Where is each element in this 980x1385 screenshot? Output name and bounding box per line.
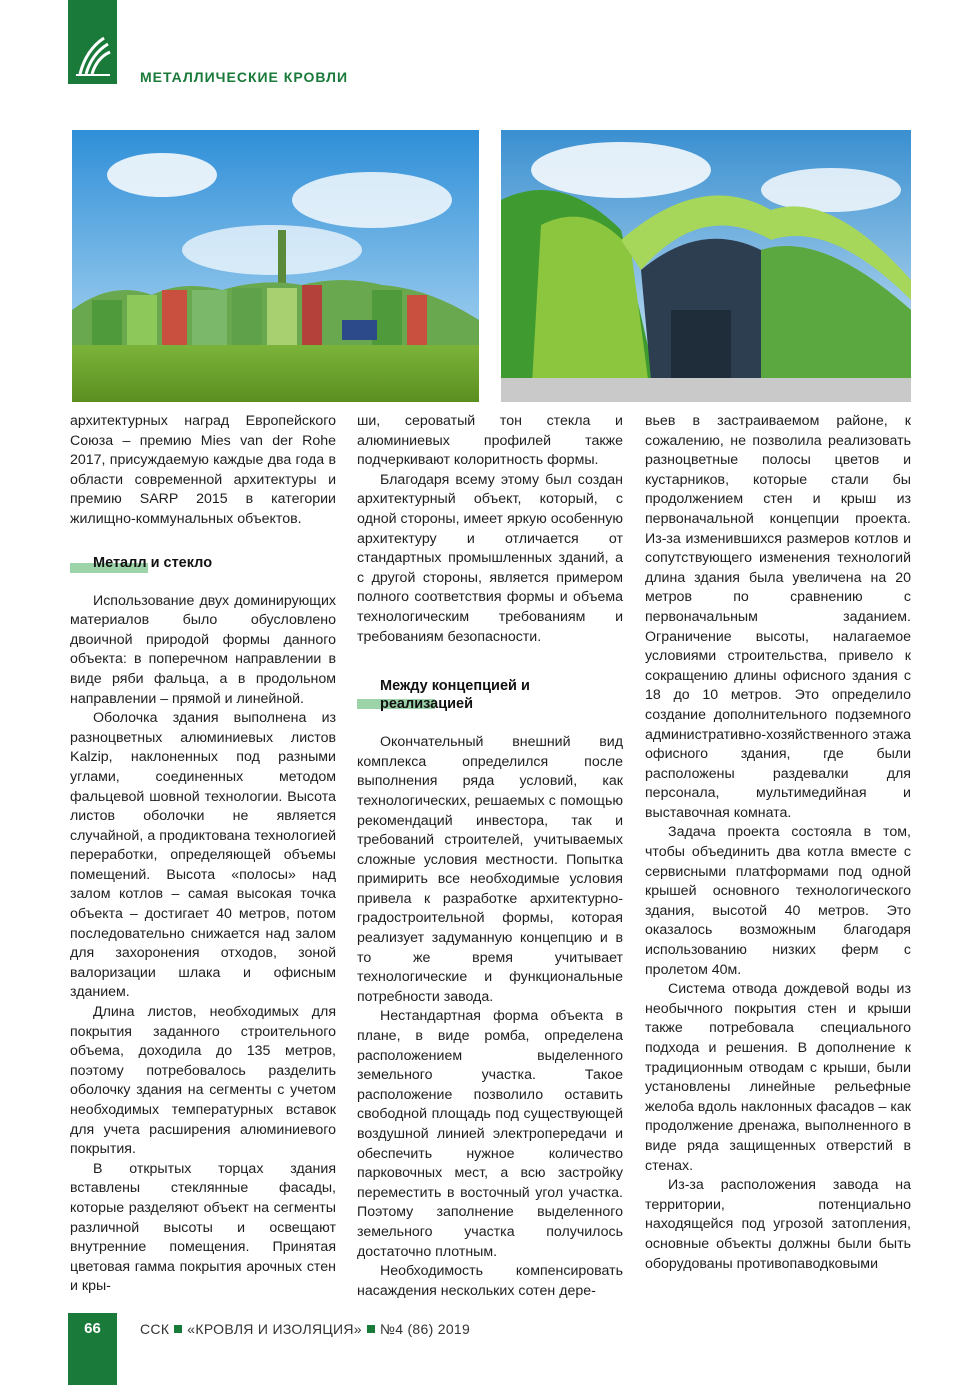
paragraph: Оболочка здания выполнена из разноцветных алюминиевых листов Kalzip, наклоненных под разными углами, соединенных методом фальцевой шовной технологии. Высота листов оболочки не является случайной, а продиктована технологией переработки, определяющей объемы помещений. Высота «полосы» над залом котлов – самая высокая точка объекта – достигает 40 метров, потом последовательно снижается над залом для захоронения отходов, зоной валоризации шлака и офисным зданием. — [70, 710, 336, 1001]
square-separator-icon — [174, 1325, 182, 1333]
subheading-concept-and-realization — [357, 677, 623, 713]
subheading-text: Металл и стекло — [93, 554, 213, 571]
page-number: 66 — [84, 1320, 101, 1337]
subheading-metal-and-glass — [70, 554, 336, 572]
footer-issue: №4 (86) 2019 — [379, 1321, 471, 1337]
leaf-logo-icon — [74, 34, 112, 78]
square-separator-icon — [367, 1325, 375, 1333]
text-column-2 — [357, 412, 623, 1301]
paragraph: вьев в застраиваемом районе, к сожалению, не позволила реализовать разноцветные полосы цветов и кустарников, которые стали бы продолжением стен и крыш из первоначальной концепции проекта. Из-за изменившихся размеров котлов и сопутствующего изменения технологий длина здания была увеличена на 20 метров по сравнению с первоначальным заданием. Ограничение высоты, налагаемое условиями строительства, привело к сокращению длины офисного здания с 18 до 10 метров. Это определило создание дополнительного подземного административно-хозяйственного этажа офисного здания, где были расположены раздевалки для персонала, мультимедийная и выставочная комната. — [645, 413, 911, 821]
paragraph: Система отвода дождевой воды из необычного покрытия стен и крыши также потребовала специального подхода и решения. В дополнение к традиционным отводам с крыши, были установлены линейные рельефные желоба вдоль наклонных фасадов – как продолжение дренажа, выполненного в виде ряда защищенных отверстий в стенах. — [645, 981, 911, 1174]
footer-info — [140, 1321, 470, 1337]
paragraph: Задача проекта состояла в том, чтобы объединить два котла вместе с сервисными платформами под одной крышей основного технологического здания, высотой 40 метров. Это оказалось возможным благодаря использованию низких ферм с пролетом 40м. — [645, 824, 911, 978]
text-column-1 — [70, 412, 336, 1297]
paragraph: Нестандартная форма объекта в плане, в виде ромба, определена расположением выделенного земельного участка. Такое расположение позволило оставить свободной площадь под существующей воздушной линией электропередачи и обеспечить нужное количество парковочных мест, а всю застройку переместить в восточный угол участка. Поэтому заполнение выделенного земельного участка получилось достаточно плотным. — [357, 1008, 623, 1260]
paragraph: В открытых торцах здания вставлены стеклянные фасады, которые разделяют объект на сегменты различной высоты и освещают внутренние помещения. Принятая цветовая гамма покрытия арочных стен и кры- — [70, 1160, 336, 1295]
paragraph: Окончательный внешний вид комплекса определился после выполнения ряда условий, как технологических, решаемых с помощью рекомендаций инвестора, так и требований строителей, учитываемых сложные условия местности. Попытка примирить все необходимые условия привела к разработке архитектурно-градостроительной формы, которая реализует задуманную концепцию и в то же время учитывает технологические и функциональные потребности завода. — [357, 734, 623, 1005]
paragraph: ши, сероватый тон стекла и алюминиевых профилей также подчеркивают колоритность формы. — [357, 413, 623, 469]
paragraph: Из-за расположения завода на территории, потенциально находящейся под угрозой затопления, основные объекты должны были быть оборудованы противопаводковыми — [645, 1177, 911, 1272]
paragraph: архитектурных наград Европейского Союза – премию Mies van der Rohe 2017, присуждаемую каждые два года в области современной архитектуры и премию SARP 2015 в категории жилищно-коммунальных объектов. — [70, 413, 336, 527]
section-title: МЕТАЛЛИЧЕСКИЕ КРОВЛИ — [140, 69, 349, 85]
footer-publisher: ССК — [140, 1321, 170, 1337]
paragraph: Использование двух доминирующих материалов было обусловлено двоичной природой формы данного объекта: в поперечном направлении в виде ряби фальца, а в продольном направлении – прямой и линейной. — [70, 592, 336, 707]
footer-magazine: «КРОВЛЯ И ИЗОЛЯЦИЯ» — [187, 1321, 362, 1337]
paragraph: Необходимость компенсировать насаждения нескольких сотен дере- — [357, 1263, 623, 1299]
paragraph: Длина листов, необходимых для покрытия заданного строительного объема, доходила до 135 метров, поэтому потребовалось разделить оболочку здания на сегменты с учетом необходимых температурных вставок для учета расширения алюминиевого покрытия. — [70, 1004, 336, 1158]
text-column-3 — [645, 412, 911, 1274]
factory-exterior-photo — [72, 130, 479, 402]
paragraph: Благодаря всему этому был создан архитектурный объект, который, с одной стороны, имеет яркую особенную архитектуру и отличается от стандартных промышленных зданий, а с другой стороны, является примером полного соответствия формы и объема технологическим требованиям и требованиям безопасности. — [357, 471, 623, 645]
subheading-text: Между концепцией и реализацией — [380, 678, 530, 713]
arched-green-facade-photo — [501, 130, 911, 402]
